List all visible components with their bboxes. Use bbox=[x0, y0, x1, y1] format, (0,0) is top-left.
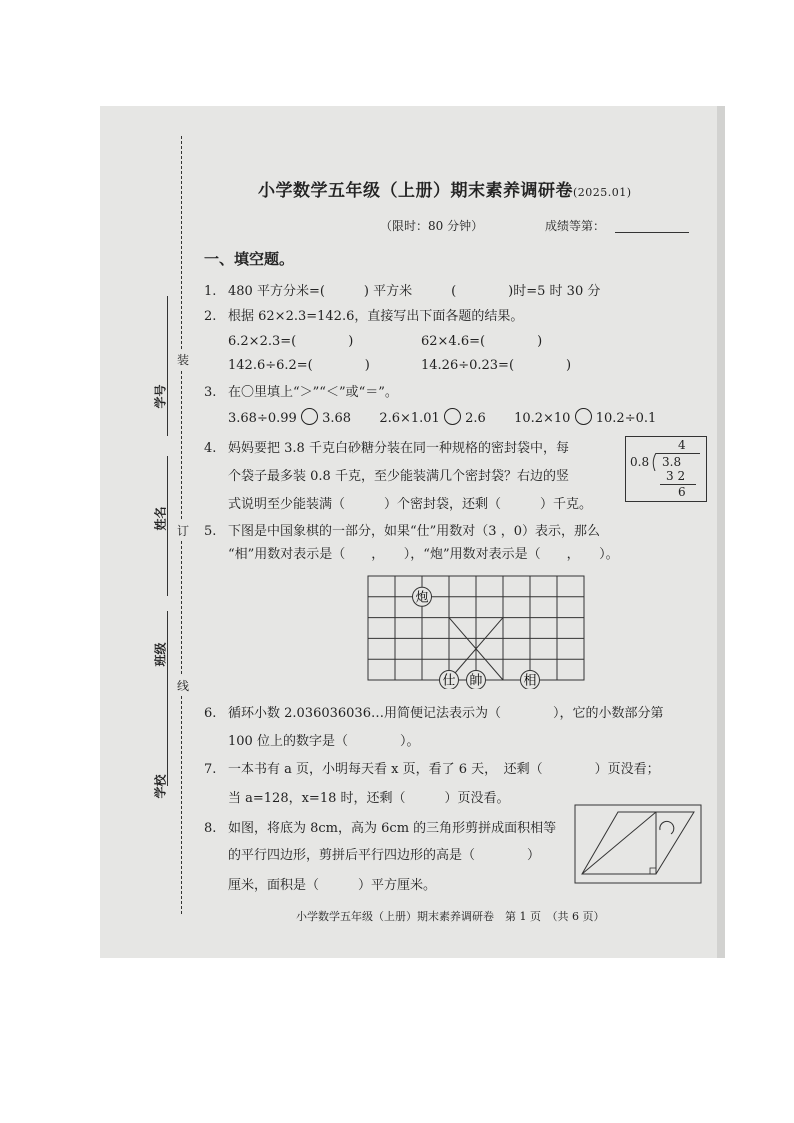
name-label: 姓名 bbox=[153, 506, 168, 531]
question-7-line-1: 7. 一本书有 a 页，小明每天看 x 页，看了 6 天， 还剩（ ）页没看； bbox=[204, 762, 660, 777]
page-footer: 小学数学五年级（上册）期末素养调研卷 第 1 页 （共 6 页） bbox=[296, 910, 605, 923]
question-2c: 142.6÷6.2=( ) bbox=[228, 358, 370, 373]
fold-mark-xian: 线 bbox=[177, 676, 189, 695]
compare-circle-icon[interactable] bbox=[444, 408, 461, 425]
exam-paper bbox=[100, 106, 725, 958]
division-divisor: 0.8 bbox=[630, 455, 650, 469]
exam-date: (2025.01) bbox=[573, 186, 632, 199]
division-quotient: 4 bbox=[678, 438, 686, 452]
question-4-line-1: 4. 妈妈要把 3.8 千克白砂糖分装在同一种规格的密封袋中，每 bbox=[204, 441, 569, 456]
page-edge-shadow bbox=[717, 106, 725, 958]
question-5-line-2: “相”用数对表示是（ ， ），“炮”用数对表示是（ ， ）。 bbox=[228, 547, 619, 562]
question-3-row bbox=[228, 408, 656, 426]
class-label: 班级 bbox=[153, 642, 168, 667]
compare-circle-icon[interactable] bbox=[575, 408, 592, 425]
division-remainder: 6 bbox=[678, 485, 686, 499]
question-6-line-2: 100 位上的数字是（ ）。 bbox=[228, 734, 420, 749]
school-label: 学校 bbox=[153, 774, 168, 799]
compare-3c-left: 10.2×10 bbox=[514, 411, 571, 426]
compare-circle-icon[interactable] bbox=[301, 408, 318, 425]
division-dividend: 3.8 bbox=[662, 455, 682, 469]
question-3: 3. 在〇里填上“＞”“＜”或“＝”。 bbox=[204, 385, 398, 400]
chess-piece-shi bbox=[440, 671, 459, 690]
long-division-box bbox=[625, 436, 707, 502]
svg-text:炮: 炮 bbox=[415, 590, 429, 606]
question-8-line-1: 8. 如图，将底为 8cm，高为 6cm 的三角形剪拼成面积相等 bbox=[204, 821, 557, 836]
chess-piece-shuai bbox=[467, 671, 486, 690]
compare-3b-right: 2.6 bbox=[465, 411, 486, 426]
fold-mark-ding: 订 bbox=[177, 521, 189, 540]
student-no-line bbox=[167, 296, 168, 436]
triangle-parallelogram-figure bbox=[574, 804, 704, 886]
compare-3a-right: 3.68 bbox=[322, 411, 352, 426]
grade-blank[interactable] bbox=[615, 232, 689, 233]
chess-board-figure bbox=[366, 574, 591, 689]
question-2: 2. 根据 62×2.3=142.6，直接写出下面各题的结果。 bbox=[204, 309, 524, 324]
question-5-line-1: 5. 下图是中国象棋的一部分，如果“仕”用数对（3 ，0）表示，那么 bbox=[204, 524, 600, 539]
section-title: 一、填空题。 bbox=[204, 250, 295, 268]
compare-3b-left: 2.6×1.01 bbox=[379, 411, 440, 426]
question-7-line-2: 当 a=128，x=18 时，还剩（ ）页没看。 bbox=[228, 791, 510, 806]
question-6-line-1: 6. 循环小数 2.036036036…用简便记法表示为（ ），它的小数部分第 bbox=[204, 706, 664, 721]
division-product: 3 2 bbox=[666, 469, 686, 483]
school-line bbox=[167, 676, 168, 786]
question-2d: 14.26÷0.23=( ) bbox=[421, 358, 572, 373]
question-2b: 62×4.6=( ) bbox=[421, 334, 543, 349]
svg-text:帥: 帥 bbox=[469, 673, 483, 689]
svg-text:相: 相 bbox=[523, 673, 537, 689]
compare-3c-right: 10.2÷0.1 bbox=[595, 411, 657, 426]
question-1: 1. 480 平方分米=( ) 平方米 ( )时=5 时 30 分 bbox=[204, 284, 601, 299]
svg-text:仕: 仕 bbox=[442, 673, 456, 689]
fold-mark-zhuang: 装 bbox=[177, 350, 189, 369]
question-4-line-3: 式说明至少能装满（ ）个密封袋，还剩（ ）千克。 bbox=[228, 497, 593, 512]
question-8-line-3: 厘米，面积是（ ）平方厘米。 bbox=[228, 878, 437, 893]
time-limit: （限时：80 分钟） bbox=[380, 219, 484, 233]
question-2a: 6.2×2.3=( ) bbox=[228, 334, 354, 349]
question-4-line-2: 个袋子最多装 0.8 千克，至少能装满几个密封袋？右边的竖 bbox=[228, 469, 569, 484]
exam-title: 小学数学五年级（上册）期末素养调研卷(2025.01) bbox=[258, 181, 632, 201]
question-8-line-2: 的平行四边形，剪拼后平行四边形的高是（ ） bbox=[228, 848, 541, 863]
chess-piece-pao bbox=[413, 587, 432, 606]
grade-label: 成绩等第： bbox=[545, 219, 606, 233]
division-bracket-icon bbox=[650, 453, 658, 471]
chess-piece-xiang bbox=[521, 671, 540, 690]
compare-3a-left: 3.68÷0.99 bbox=[228, 411, 297, 426]
student-no-label: 学号 bbox=[153, 384, 168, 409]
